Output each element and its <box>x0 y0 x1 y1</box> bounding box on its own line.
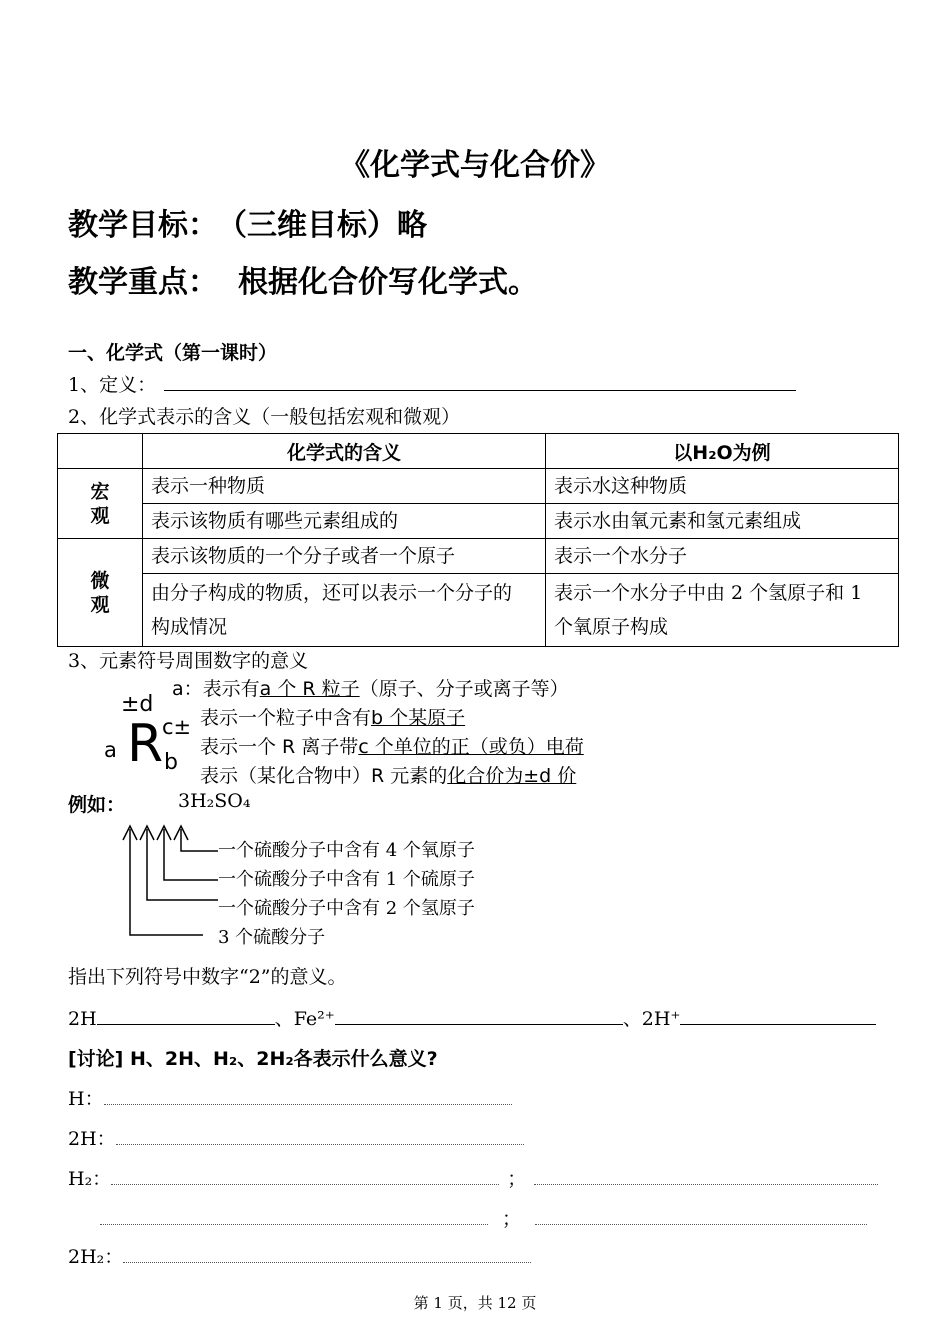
table-header-blank <box>58 434 143 469</box>
table-cell: 表示一个水分子 <box>546 539 899 574</box>
table-cell: 表示该物质有哪些元素组成的 <box>143 504 546 539</box>
example-bracket-lines <box>118 818 228 946</box>
example-note-molecules: 3 个硫酸分子 <box>218 927 326 948</box>
discussion-h2-blank-1[interactable] <box>111 1164 499 1185</box>
meaning-table <box>57 433 899 647</box>
fill-2hplus-label: 2H⁺ <box>641 1008 681 1030</box>
objective-value: （三维目标）略 <box>232 208 427 243</box>
discussion-2h2: 2H₂： <box>68 1242 531 1269</box>
document-title: 《化学式与化合价》 <box>340 148 610 183</box>
question-line: 指出下列符号中数字“2”的意义。 <box>68 966 347 988</box>
discussion-h2-blank-3[interactable] <box>100 1204 488 1225</box>
discussion-h-blank[interactable] <box>104 1084 512 1105</box>
category-micro: 微观 <box>58 539 143 647</box>
table-row <box>58 469 899 504</box>
discussion-h2: H₂： ； <box>68 1164 878 1191</box>
fill-2h-blank[interactable] <box>97 1004 275 1025</box>
discussion-h2-cont: ； <box>100 1204 867 1231</box>
example-note-hydrogen: 一个硫酸分子中含有 2 个氢原子 <box>218 898 475 919</box>
discussion-h: H： <box>68 1084 512 1111</box>
table-cell: 表示水由氧元素和氢元素组成 <box>546 504 899 539</box>
fill-2hplus-blank[interactable] <box>680 1004 876 1025</box>
symbol-valence: ±d <box>121 692 154 717</box>
table-row <box>58 539 899 574</box>
discussion-2h-blank[interactable] <box>116 1124 524 1145</box>
table-cell: 表示一个水分子中由 2 个氢原子和 1 个氧原子构成 <box>546 574 899 647</box>
symbol-subscript: b <box>164 750 178 775</box>
section-heading: 一、化学式（第一课时） <box>68 342 278 364</box>
example-note-oxygen: 一个硫酸分子中含有 4 个氧原子 <box>218 840 475 861</box>
objective-line <box>68 200 427 244</box>
objective-label: 教学目标： <box>68 208 218 243</box>
keypoint-label: 教学重点： <box>68 265 218 300</box>
discussion-h2-blank-4[interactable] <box>535 1204 867 1225</box>
discussion-2h: 2H： <box>68 1124 524 1151</box>
symbol-element: R <box>127 714 164 774</box>
meaning-heading: 2、化学式表示的含义（一般包括宏观和微观） <box>68 406 461 428</box>
category-macro: 宏观 <box>58 469 143 539</box>
definition-label: 1、定义： <box>68 374 157 396</box>
discussion-heading: [讨论] H、2H、H₂、2H₂各表示什么意义? <box>68 1048 438 1070</box>
table-header-row <box>58 434 899 469</box>
symbol-note-a: a：表示有a 个 R 粒子（原子、分子或离子等） <box>172 678 569 700</box>
discussion-2h2-blank[interactable] <box>123 1242 531 1263</box>
discussion-h2-blank-2[interactable] <box>534 1164 878 1185</box>
table-row <box>58 504 899 539</box>
example-label: 例如： <box>68 794 126 816</box>
keypoint-value: 根据化合价写化学式。 <box>238 265 538 300</box>
symbol-heading: 3、元素符号周围数字的意义 <box>68 650 309 672</box>
keypoint-line <box>68 257 538 301</box>
page-footer: 第 1 页，共 12 页 <box>413 1294 537 1312</box>
definition-line <box>68 370 796 397</box>
table-cell: 表示一种物质 <box>143 469 546 504</box>
fill-2h-label: 2H <box>68 1008 97 1030</box>
symbol-note-c: 表示一个 R 离子带c 个单位的正（或负）电荷 <box>200 736 584 758</box>
table-row <box>58 574 899 647</box>
table-cell: 表示水这种物质 <box>546 469 899 504</box>
table-header-example: 以H₂O为例 <box>546 434 899 469</box>
definition-blank[interactable] <box>164 370 796 391</box>
table-header-meaning: 化学式的含义 <box>143 434 546 469</box>
fill-fe-blank[interactable] <box>335 1004 623 1025</box>
example-formula: 3H₂SO₄ <box>178 790 251 812</box>
symbol-coefficient: a <box>104 738 117 762</box>
fill-fe-label: Fe²⁺ <box>293 1008 335 1030</box>
example-note-sulfur: 一个硫酸分子中含有 1 个硫原子 <box>218 869 475 890</box>
fill-line: 2H 、Fe²⁺ 、2H⁺ <box>68 1004 876 1031</box>
symbol-note-b: 表示一个粒子中含有b 个某原子 <box>200 707 466 729</box>
table-cell: 表示该物质的一个分子或者一个原子 <box>143 539 546 574</box>
symbol-note-d: 表示（某化合物中）R 元素的化合价为±d 价 <box>200 765 577 787</box>
symbol-charge: c± <box>162 715 192 739</box>
table-cell: 由分子构成的物质，还可以表示一个分子的构成情况 <box>143 574 546 647</box>
